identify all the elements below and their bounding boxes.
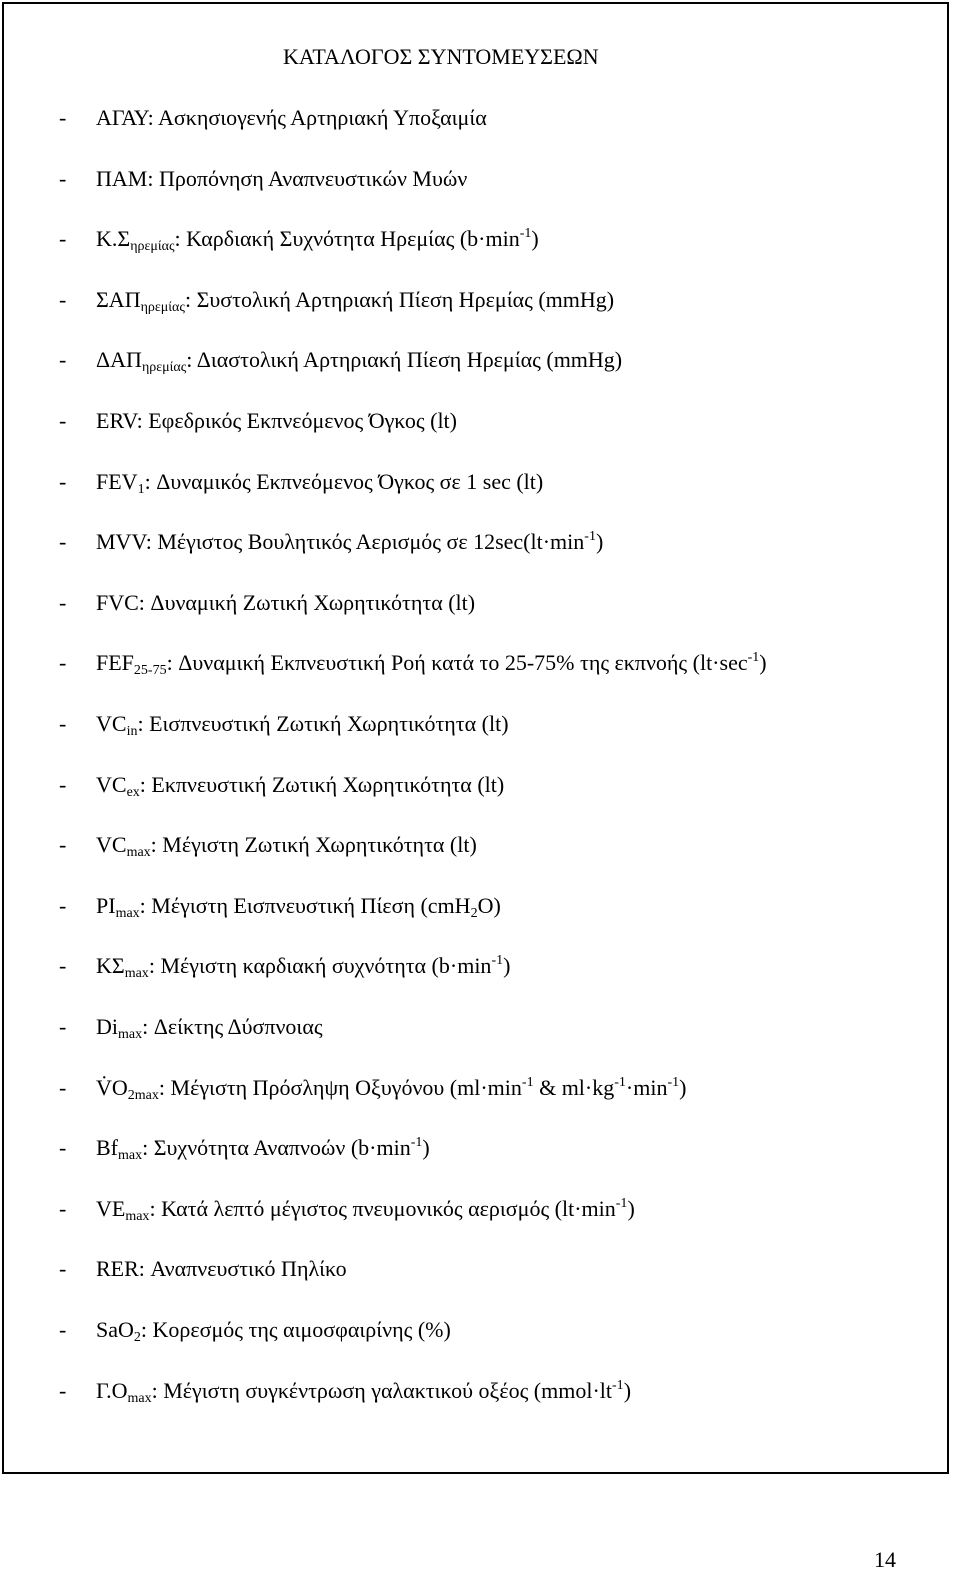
abbreviation-subscript: ηρεμίας bbox=[140, 300, 185, 315]
abbreviation-term: Bf bbox=[96, 1135, 118, 1160]
abbreviation-item bbox=[59, 222, 539, 256]
abbreviation-definition: Εφεδρικός Εκπνεόμενος Όγκος (lt) bbox=[148, 408, 457, 433]
abbreviation-definition: Μέγιστη Ζωτική Χωρητικότητα (lt) bbox=[162, 832, 477, 857]
abbreviation-definition: Μέγιστη Εισπνευστική Πίεση (cmH bbox=[151, 893, 471, 918]
abbreviation-item bbox=[59, 1313, 451, 1347]
abbreviation-term: SaO bbox=[96, 1317, 134, 1342]
abbreviation-item bbox=[59, 646, 767, 680]
abbreviation-term: ΣΑΠ bbox=[96, 287, 141, 312]
abbreviation-subscript: max bbox=[115, 906, 140, 921]
list-dash: - bbox=[59, 893, 67, 918]
abbreviation-item bbox=[59, 465, 543, 499]
abbreviation-subscript: ηρεμίας bbox=[130, 239, 175, 254]
unit-superscript: -1 bbox=[667, 1075, 680, 1090]
abbreviation-item bbox=[59, 1374, 631, 1408]
abbreviation-separator: : bbox=[151, 1378, 164, 1403]
definition-tail: & ml·kg bbox=[533, 1075, 615, 1100]
abbreviation-term: VE bbox=[96, 1196, 126, 1221]
abbreviation-definition: Κατά λεπτό μέγιστος πνευμονικός αερισμός (lt·min bbox=[161, 1196, 616, 1221]
abbreviation-term: VC bbox=[96, 772, 127, 797]
page-number: 14 bbox=[874, 1547, 896, 1572]
abbreviation-separator: : bbox=[148, 953, 161, 978]
abbreviation-separator: : bbox=[158, 1075, 171, 1100]
abbreviation-item bbox=[59, 101, 487, 135]
abbreviation-term: VC bbox=[96, 711, 127, 736]
abbreviation-item bbox=[59, 283, 614, 317]
abbreviation-definition: Διαστολική Αρτηριακή Πίεση Ηρεμίας (mmHg) bbox=[196, 347, 623, 372]
abbreviation-item bbox=[59, 1252, 347, 1286]
unit-subscript: 2 bbox=[470, 906, 478, 921]
abbreviation-separator: : bbox=[174, 226, 187, 251]
list-dash: - bbox=[59, 287, 67, 312]
abbreviation-item bbox=[59, 586, 475, 620]
abbreviation-separator: : bbox=[142, 1014, 154, 1039]
list-dash: - bbox=[59, 953, 67, 978]
abbreviation-separator: : bbox=[184, 287, 197, 312]
list-dash: - bbox=[59, 772, 67, 797]
abbreviation-separator: : bbox=[140, 1317, 153, 1342]
abbreviation-item bbox=[59, 707, 509, 741]
list-dash: - bbox=[59, 1075, 67, 1100]
abbreviation-item bbox=[59, 768, 504, 802]
list-dash: - bbox=[59, 469, 67, 494]
abbreviation-definition: Προπόνηση Αναπνευστικών Μυών bbox=[158, 166, 468, 191]
definition-tail: ) bbox=[422, 1135, 430, 1160]
abbreviation-subscript: ηρεμίας bbox=[141, 360, 187, 375]
abbreviation-separator: : bbox=[147, 166, 159, 191]
abbreviation-separator: : bbox=[150, 832, 163, 857]
abbreviation-subscript: 1 bbox=[137, 482, 145, 497]
abbreviation-subscript: max bbox=[126, 845, 151, 860]
abbreviation-item bbox=[59, 404, 457, 438]
abbreviation-definition: Εισπνευστική Ζωτική Χωρητικότητα (lt) bbox=[149, 711, 509, 736]
definition-tail: ) bbox=[595, 529, 604, 554]
abbreviation-separator: : bbox=[139, 772, 152, 797]
page-title: ΚΑΤΑΛΟΓΟΣ ΣΥΝΤΟΜΕΥΣΕΩΝ bbox=[283, 44, 599, 69]
definition-tail: ) bbox=[627, 1196, 635, 1221]
list-dash: - bbox=[59, 1378, 67, 1403]
abbreviation-definition: Συστολική Αρτηριακή Πίεση Ηρεμίας (mmHg) bbox=[196, 287, 615, 312]
definition-tail: ) bbox=[531, 226, 539, 251]
abbreviation-term: ΠΑΜ bbox=[96, 166, 148, 191]
unit-superscript: -1 bbox=[614, 1075, 626, 1090]
definition-tail: ) bbox=[503, 953, 511, 978]
abbreviation-definition: Ασκησιογενής Αρτηριακή Υποξαιμία bbox=[158, 105, 487, 130]
abbreviation-separator: : bbox=[138, 590, 151, 615]
abbreviation-term: ERV bbox=[96, 408, 137, 433]
abbreviation-term: PI bbox=[96, 893, 116, 918]
unit-superscript: -1 bbox=[615, 1196, 628, 1211]
list-dash: - bbox=[59, 347, 67, 372]
abbreviation-separator: : bbox=[144, 469, 157, 494]
unit-superscript: -1 bbox=[519, 226, 532, 241]
definition-tail: ) bbox=[759, 650, 767, 675]
abbreviation-term: FVC bbox=[96, 590, 139, 615]
abbreviation-subscript: max bbox=[118, 1027, 143, 1042]
abbreviation-subscript: max bbox=[118, 1148, 143, 1163]
abbreviation-separator: : bbox=[149, 1196, 162, 1221]
abbreviation-subscript: 2 bbox=[133, 1330, 141, 1345]
list-dash: - bbox=[59, 408, 67, 433]
list-dash: - bbox=[59, 1014, 67, 1039]
abbreviation-term: MVV bbox=[96, 529, 146, 554]
abbreviation-definition: Μέγιστος Βουλητικός Αερισμός σε 12sec(lt·min bbox=[157, 529, 585, 554]
abbreviation-term: RER bbox=[96, 1256, 139, 1281]
abbreviation-subscript: max bbox=[127, 1391, 152, 1406]
list-dash: - bbox=[59, 166, 67, 191]
list-dash: - bbox=[59, 226, 67, 251]
abbreviation-term: ΚΣ bbox=[96, 953, 125, 978]
abbreviation-separator: : bbox=[147, 105, 159, 130]
abbreviation-term: Di bbox=[96, 1014, 118, 1039]
abbreviation-term: FEF bbox=[96, 650, 134, 675]
abbreviation-separator: : bbox=[142, 1135, 154, 1160]
abbreviation-term: V̇O bbox=[96, 1075, 128, 1100]
abbreviation-item bbox=[59, 343, 622, 377]
abbreviation-subscript: ex bbox=[126, 785, 140, 800]
abbreviation-definition: Μέγιστη συγκέντρωση γαλακτικού οξέος (mmol·lt bbox=[163, 1378, 613, 1403]
list-dash: - bbox=[59, 1256, 67, 1281]
abbreviation-separator: : bbox=[138, 1256, 151, 1281]
abbreviation-item bbox=[59, 1071, 686, 1105]
abbreviation-separator: : bbox=[137, 711, 150, 736]
abbreviation-separator: : bbox=[145, 529, 158, 554]
abbreviation-item bbox=[59, 1010, 323, 1044]
unit-superscript: -1 bbox=[491, 953, 504, 968]
unit-superscript: -1 bbox=[410, 1135, 423, 1150]
abbreviation-item bbox=[59, 1192, 635, 1226]
list-dash: - bbox=[59, 832, 67, 857]
abbreviation-item bbox=[59, 1131, 430, 1165]
definition-tail: ) bbox=[623, 1378, 632, 1403]
definition-tail: ) bbox=[679, 1075, 687, 1100]
abbreviation-term: FEV bbox=[96, 469, 138, 494]
definition-tail: O) bbox=[477, 893, 501, 918]
abbreviation-item bbox=[59, 525, 603, 559]
list-dash: - bbox=[59, 1196, 67, 1221]
list-dash: - bbox=[59, 590, 67, 615]
abbreviation-subscript: max bbox=[124, 966, 149, 981]
abbreviation-definition: Εκπνευστική Ζωτική Χωρητικότητα (lt) bbox=[151, 772, 505, 797]
list-dash: - bbox=[59, 1135, 67, 1160]
abbreviation-definition: Κορεσμός της αιμοσφαιρίνης (%) bbox=[152, 1317, 451, 1342]
abbreviation-separator: : bbox=[139, 893, 152, 918]
unit-superscript: -1 bbox=[521, 1075, 534, 1090]
abbreviation-definition: Καρδιακή Συχνότητα Ηρεμίας (b·min bbox=[186, 226, 520, 251]
abbreviation-term: ΔΑΠ bbox=[96, 347, 142, 372]
abbreviation-definition: Δυναμική Ζωτική Χωρητικότητα (lt) bbox=[150, 590, 476, 615]
abbreviation-item bbox=[59, 889, 501, 923]
abbreviation-term: VC bbox=[96, 832, 127, 857]
abbreviation-definition: Δυναμική Εκπνευστική Ροή κατά το 25-75% της εκπνοής (lt·sec bbox=[178, 650, 748, 675]
abbreviation-term: Γ.Ο bbox=[96, 1378, 128, 1403]
list-dash: - bbox=[59, 1317, 67, 1342]
abbreviation-definition: Μέγιστη καρδιακή συχνότητα (b·min bbox=[160, 953, 492, 978]
abbreviation-term: ΑΓΑΥ bbox=[96, 105, 148, 130]
abbreviation-separator: : bbox=[166, 650, 179, 675]
list-dash: - bbox=[59, 650, 67, 675]
unit-superscript: -1 bbox=[747, 650, 760, 665]
list-dash: - bbox=[59, 711, 67, 736]
abbreviation-definition: Μέγιστη Πρόσληψη Οξυγόνου (ml·min bbox=[170, 1075, 522, 1100]
abbreviation-item bbox=[59, 828, 477, 862]
unit-superscript: -1 bbox=[584, 529, 596, 544]
abbreviation-item bbox=[59, 162, 467, 196]
abbreviation-separator: : bbox=[136, 408, 149, 433]
unit-superscript: -1 bbox=[612, 1378, 624, 1393]
abbreviation-subscript: 25-75 bbox=[133, 663, 167, 678]
abbreviation-definition: Αναπνευστικό Πηλίκο bbox=[150, 1256, 347, 1281]
abbreviation-item bbox=[59, 949, 510, 983]
definition-tail: ·min bbox=[625, 1075, 668, 1100]
abbreviation-separator: : bbox=[186, 347, 197, 372]
abbreviation-subscript: max bbox=[125, 1209, 150, 1224]
list-dash: - bbox=[59, 529, 67, 554]
abbreviation-subscript: 2max bbox=[127, 1088, 159, 1103]
abbreviation-subscript: in bbox=[126, 724, 138, 739]
abbreviation-definition: Δυναμικός Εκπνεόμενος Όγκος σε 1 sec (lt) bbox=[156, 469, 544, 494]
abbreviation-definition: Συχνότητα Αναπνοών (b·min bbox=[153, 1135, 411, 1160]
abbreviation-definition: Δείκτης Δύσπνοιας bbox=[153, 1014, 323, 1039]
list-dash: - bbox=[59, 105, 67, 130]
abbreviation-term: Κ.Σ bbox=[96, 226, 131, 251]
